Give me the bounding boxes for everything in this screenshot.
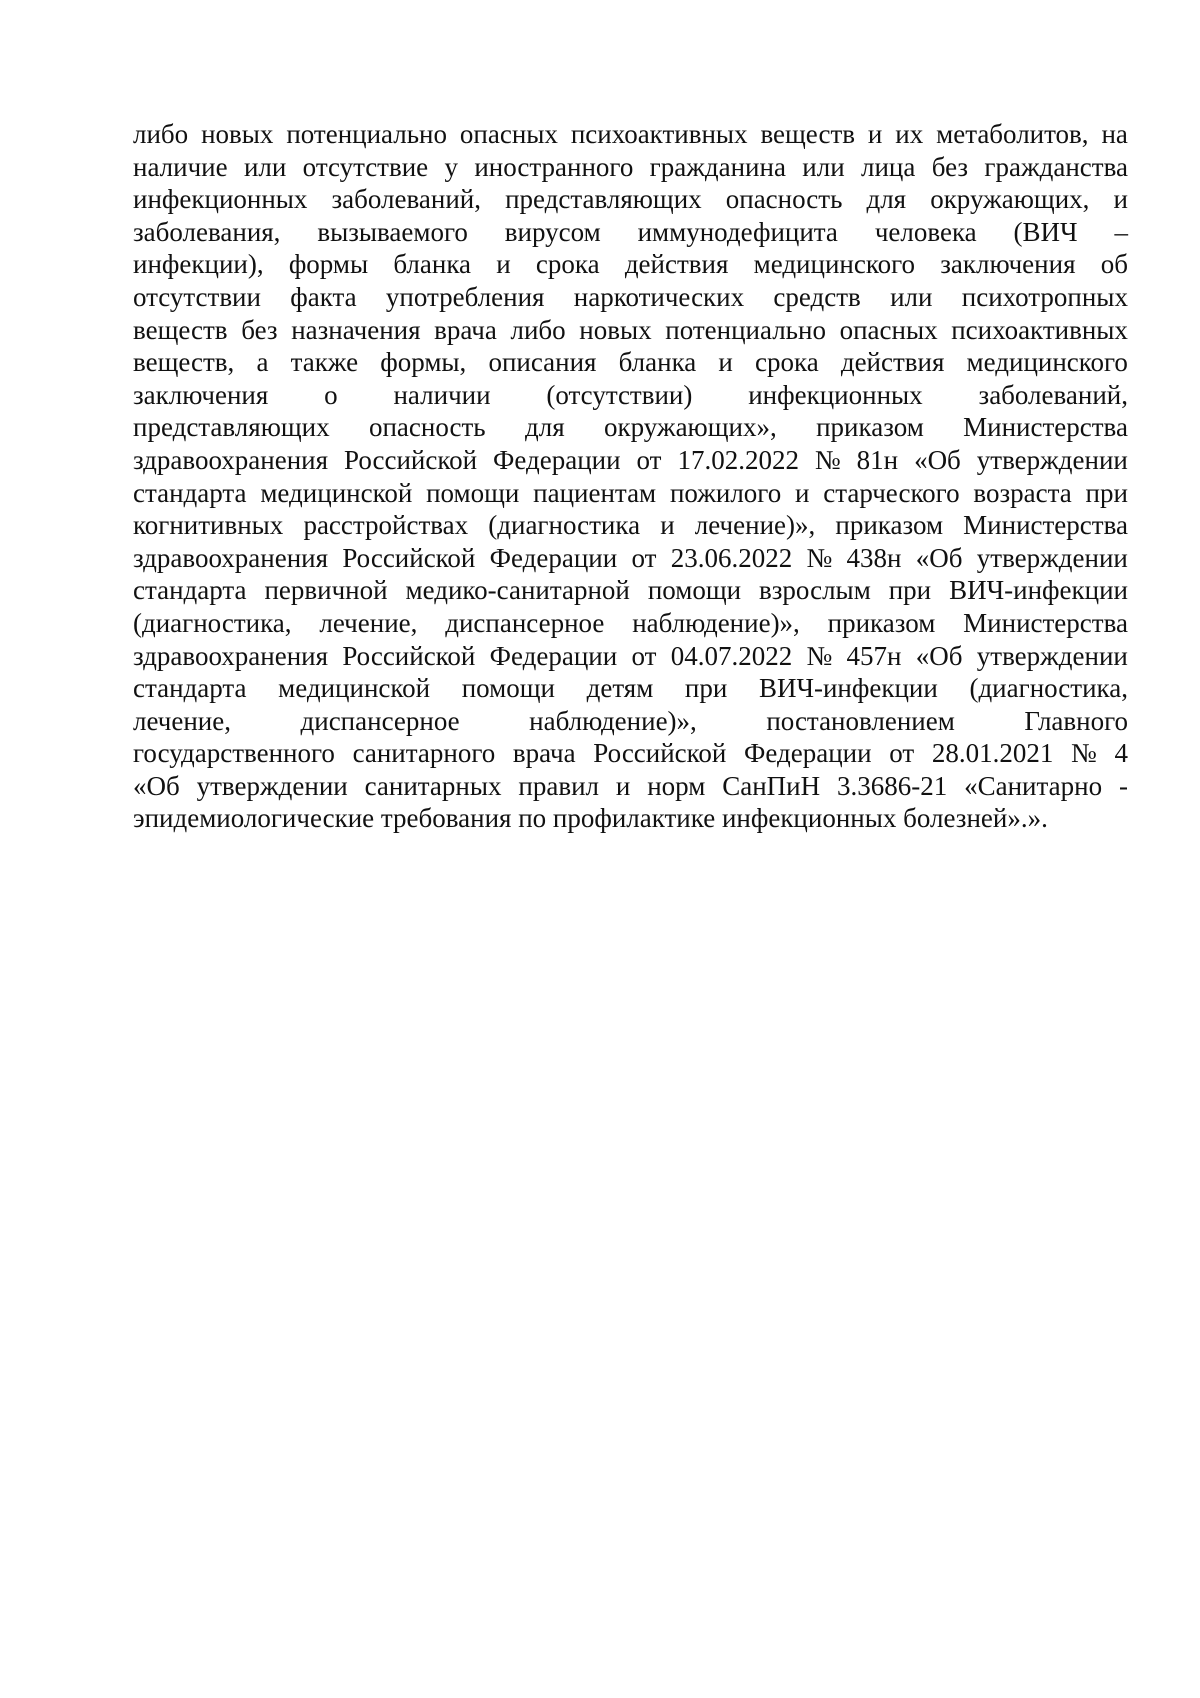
word: без	[931, 151, 969, 182]
word: а	[256, 347, 269, 378]
word: окружающих»,	[604, 412, 777, 443]
word: без	[241, 314, 278, 345]
word: (отсутствии)	[546, 379, 693, 410]
word: либо	[133, 119, 189, 149]
text-line	[133, 574, 1128, 607]
word: и	[867, 119, 883, 149]
word: заболеваний,	[331, 184, 481, 215]
word: наличии	[393, 379, 491, 410]
word: утверждении	[976, 542, 1128, 573]
word: утверждении	[976, 640, 1128, 671]
word: Российской	[342, 542, 476, 573]
word: –	[1114, 216, 1128, 247]
word: инфекционных	[748, 379, 923, 410]
word: представляющих	[505, 184, 702, 215]
word: действия	[840, 347, 945, 378]
word: Российской	[342, 640, 476, 671]
word: детям	[586, 673, 654, 704]
word: формы,	[380, 347, 467, 378]
word: заболеваний,	[978, 379, 1128, 410]
word: стандарта	[133, 673, 247, 704]
word: №	[806, 640, 833, 671]
word: Федерации	[489, 640, 618, 671]
word: 438н	[846, 542, 902, 573]
word: ВИЧ-инфекции	[949, 575, 1128, 606]
word: (ВИЧ	[1013, 216, 1078, 247]
word: новых	[579, 314, 652, 345]
word: потенциально	[665, 314, 826, 345]
word: при	[1085, 477, 1128, 508]
word: Федерации	[744, 738, 872, 769]
word: от	[636, 444, 662, 475]
word: 28.01.2021	[931, 738, 1054, 769]
text-line	[133, 672, 1128, 705]
word: пожилого	[669, 477, 782, 508]
word: бланка	[393, 249, 472, 280]
word: опасных	[839, 314, 938, 345]
word: употребления	[385, 281, 545, 312]
text-line	[133, 411, 1128, 444]
word: врача	[434, 314, 497, 345]
word: у	[444, 151, 459, 182]
word: санитарного	[352, 738, 496, 769]
word: здравоохранения	[133, 542, 329, 573]
word: психоактивных	[951, 314, 1128, 345]
word: лечение)»,	[694, 510, 816, 541]
body-paragraph	[133, 118, 1128, 835]
text-line	[133, 183, 1128, 216]
text-line	[133, 281, 1128, 314]
text-line	[133, 770, 1128, 803]
text-line	[133, 248, 1128, 281]
word: медицинского	[966, 347, 1128, 378]
word: лечение,	[133, 705, 231, 736]
word: «Об	[133, 770, 180, 801]
word: для	[525, 412, 565, 443]
word: их	[895, 119, 924, 149]
word: окружающих,	[930, 184, 1090, 215]
text-line	[133, 802, 1128, 835]
word: норм	[647, 770, 706, 801]
word: «Об	[915, 542, 963, 573]
word: вызываемого	[317, 216, 468, 247]
word: инфекции),	[133, 249, 264, 280]
word: заключения	[940, 249, 1076, 280]
word: «Санитарно	[964, 770, 1103, 801]
word: врача	[512, 738, 576, 769]
word: Министерства	[963, 412, 1128, 443]
word: стандарта	[133, 575, 247, 606]
word: при	[684, 673, 728, 704]
word: срока	[755, 347, 819, 378]
text-line	[133, 705, 1128, 738]
word: также	[290, 347, 359, 378]
word: Министерства	[963, 607, 1128, 638]
word: психоактивных	[570, 119, 748, 149]
word: когнитивных	[133, 510, 284, 541]
text-line	[133, 542, 1128, 575]
word: заболевания,	[133, 216, 281, 247]
word: приказом	[835, 510, 944, 541]
word: диспансерное	[445, 607, 605, 638]
word: диспансерное	[300, 705, 460, 736]
text-line	[133, 379, 1128, 412]
word: медико-санитарной	[405, 575, 630, 606]
word: иммунодефицита	[637, 216, 838, 247]
word: срока	[535, 249, 600, 280]
word: вирусом	[504, 216, 601, 247]
word: или	[243, 151, 287, 182]
word: медицинской	[260, 477, 413, 508]
word: №	[814, 444, 841, 475]
word: о	[324, 379, 338, 410]
word: 04.07.2022	[670, 640, 793, 671]
word: Федерации	[493, 444, 621, 475]
word: от	[631, 542, 657, 573]
word: Российской	[344, 444, 478, 475]
word: веществ	[760, 119, 855, 149]
word: иностранного	[474, 151, 634, 182]
word: Главного	[1024, 705, 1128, 736]
word: 457н	[846, 640, 902, 671]
text-line	[133, 118, 1128, 151]
word: Министерства	[963, 510, 1128, 541]
word: (диагностика,	[969, 673, 1128, 704]
word: для	[866, 184, 907, 215]
word: №	[1071, 738, 1097, 769]
word: 17.02.2022	[677, 444, 799, 475]
word: при	[888, 575, 932, 606]
text-line	[133, 477, 1128, 510]
word: назначения	[291, 314, 421, 345]
word: наркотических	[573, 281, 745, 312]
word: помощи	[647, 575, 742, 606]
word: и	[615, 770, 631, 801]
word: санитарных	[364, 770, 502, 801]
word: расстройствах	[303, 510, 469, 541]
word: «Об	[914, 444, 961, 475]
word: описания	[488, 347, 597, 378]
word: «Об	[915, 640, 963, 671]
word: 3.3686-21	[836, 770, 948, 801]
word: и	[1113, 184, 1128, 215]
word: формы	[288, 249, 369, 280]
word: представляющих	[133, 412, 330, 443]
word: опасность	[368, 412, 486, 443]
word: средств	[773, 281, 861, 312]
word: Федерации	[489, 542, 618, 573]
word: здравоохранения	[133, 640, 329, 671]
word: или	[802, 151, 845, 182]
word: опасность	[725, 184, 843, 215]
word: факта	[290, 281, 357, 312]
word: приказом	[816, 412, 924, 443]
word: лечение,	[319, 607, 418, 638]
word: об	[1100, 249, 1128, 280]
word: действия	[624, 249, 729, 280]
text-line	[133, 216, 1128, 249]
word: отсутствие	[302, 151, 429, 182]
word: психотропных	[961, 281, 1128, 312]
text-line	[133, 737, 1128, 770]
word: утверждении	[976, 444, 1128, 475]
text-line	[133, 640, 1128, 673]
word: 4	[1114, 738, 1128, 769]
word: на	[1101, 119, 1128, 149]
word: инфекционных	[133, 184, 308, 215]
word: первичной	[264, 575, 388, 606]
word: заключения	[133, 379, 269, 410]
word: взрослым	[759, 575, 871, 606]
word: гражданства	[984, 151, 1128, 182]
word: и	[718, 347, 733, 378]
word: медицинского	[753, 249, 915, 280]
word: опасных	[459, 119, 558, 149]
word: утверждении	[196, 770, 348, 801]
word: №	[806, 542, 833, 573]
word: и	[795, 477, 810, 508]
word: помощи	[426, 477, 520, 508]
word: ВИЧ-инфекции	[758, 673, 938, 704]
word: государственного	[133, 738, 335, 769]
word: помощи	[461, 673, 555, 704]
word: старческого	[823, 477, 960, 508]
text-line	[133, 314, 1128, 347]
word: наблюдение)»,	[632, 607, 800, 638]
text-line	[133, 444, 1128, 477]
word: приказом	[827, 607, 936, 638]
word: и	[660, 510, 675, 541]
word: потенциально	[286, 119, 448, 149]
word: наличие	[133, 151, 228, 182]
word: СанПиН	[722, 770, 821, 801]
word: здравоохранения	[133, 444, 329, 475]
word: пациентам	[533, 477, 657, 508]
word: постановлением	[766, 705, 955, 736]
word: наблюдение)»,	[529, 705, 697, 736]
word: новых	[201, 119, 274, 149]
word: стандарта	[133, 477, 247, 508]
text-line	[133, 346, 1128, 379]
word: человека	[874, 216, 977, 247]
word: возраста	[973, 477, 1072, 508]
word: бланка	[618, 347, 697, 378]
line-text: эпидемиологические требования по профилактике инфекционных болезней».».	[133, 803, 1048, 834]
text-line	[133, 509, 1128, 542]
word: -	[1118, 770, 1128, 801]
word: веществ	[133, 314, 228, 345]
word: от	[631, 640, 657, 671]
word: 81н	[856, 444, 899, 475]
word: веществ,	[133, 347, 235, 378]
word: отсутствии	[133, 281, 261, 312]
word: либо	[510, 314, 566, 345]
word: метаболитов,	[936, 119, 1089, 149]
word: гражданина	[649, 151, 786, 182]
word: и	[496, 249, 511, 280]
word: 23.06.2022	[670, 542, 793, 573]
text-line	[133, 607, 1128, 640]
word: лица	[861, 151, 916, 182]
word: или	[890, 281, 933, 312]
text-line	[133, 151, 1128, 184]
word: (диагностика,	[133, 607, 292, 638]
word: Российской	[593, 738, 727, 769]
word: (диагностика	[488, 510, 641, 541]
word: правил	[518, 770, 599, 801]
word: медицинской	[278, 673, 431, 704]
word: от	[889, 738, 915, 769]
